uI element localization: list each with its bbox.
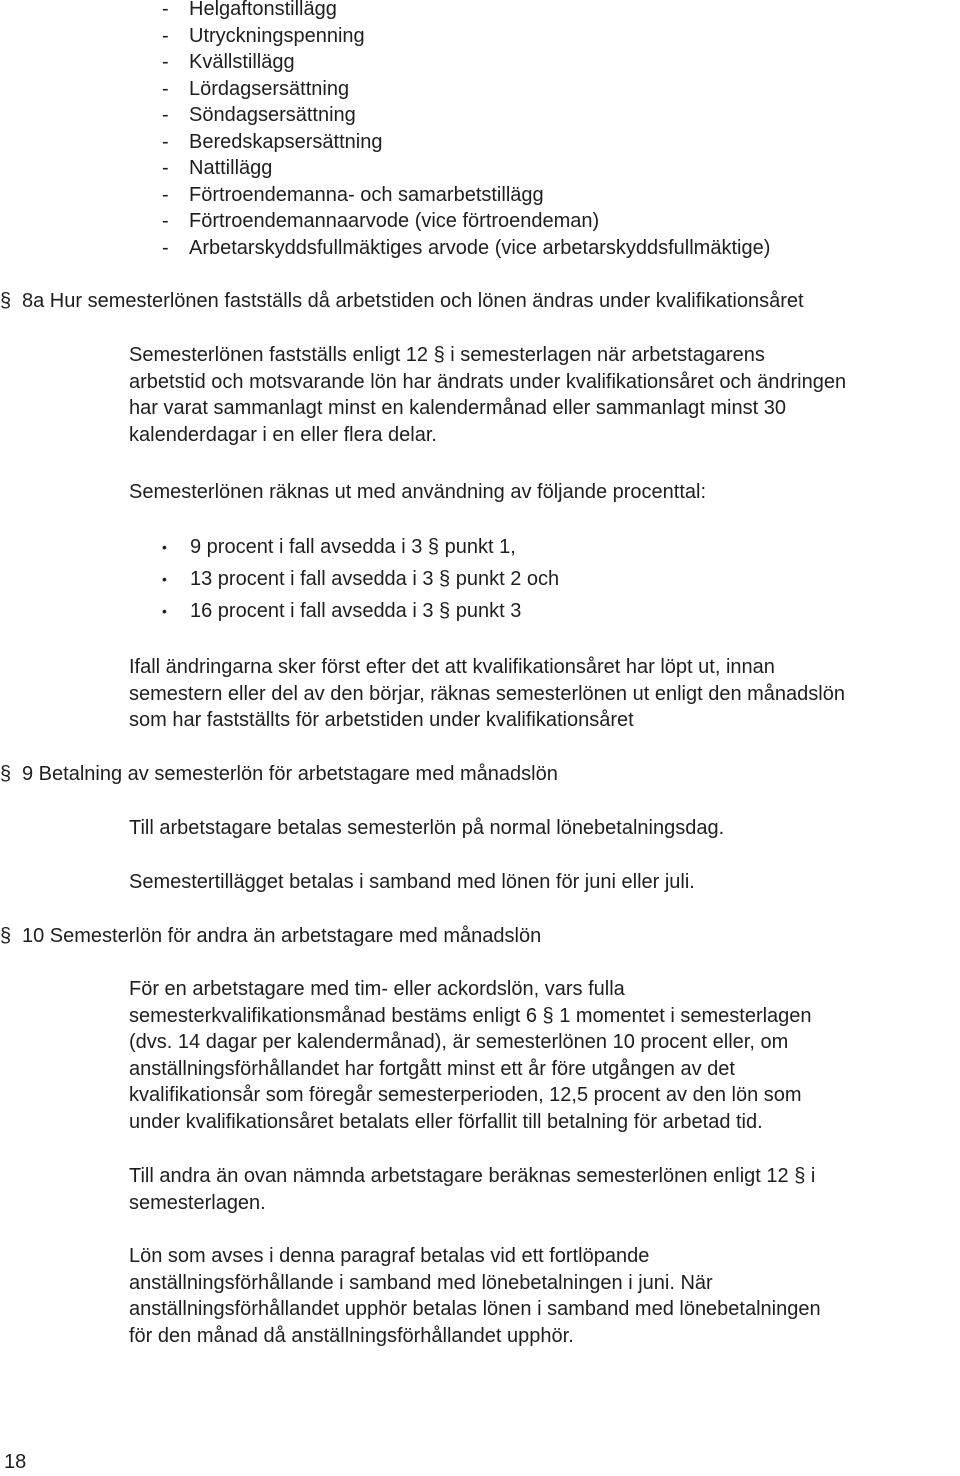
text-line: arbetstid och motsvarande lön har ändrats under kvalifikationsåret och ändringen — [129, 370, 847, 393]
section-sign: § — [0, 763, 12, 785]
list-item — [162, 49, 770, 76]
list-dash: - — [162, 24, 169, 47]
text-line: Till andra än ovan nämnda arbetstagare beräknas semesterlönen enligt 12 § i — [129, 1165, 816, 1187]
list-item — [162, 76, 770, 103]
section-10-paragraph-3 — [129, 1243, 959, 1349]
text-line: semestern eller del av den börjar, räknas semesterlönen ut enligt den månadslön — [129, 682, 845, 705]
list-item — [162, 0, 770, 23]
text-line: anställningsförhållande i samband med lönebetalningen i juni. När — [129, 1271, 713, 1294]
section-9-paragraph-2 — [129, 869, 959, 896]
section-8a-heading — [0, 288, 804, 315]
bullet-icon: • — [162, 571, 167, 587]
list-item — [162, 235, 770, 262]
text-line: kvalifikationsår som föregår semesterperioden, 12,5 procent av den lön som — [129, 1084, 802, 1106]
list-dash: - — [162, 130, 169, 153]
list-item — [162, 155, 770, 182]
text-line: anställningsförhållandet har fortgått minst ett år före utgången av det — [129, 1057, 735, 1080]
section-sign: § — [0, 925, 12, 947]
bullet-icon: • — [162, 539, 167, 555]
text-line: Semestertillägget betalas i samband med lönen för juni eller juli. — [129, 871, 695, 893]
bullet-text: 13 procent i fall avsedda i 3 § punkt 2 och — [190, 568, 560, 590]
text-line: semesterlagen. — [129, 1191, 266, 1214]
section-9-heading — [0, 761, 558, 788]
text-line: som har fastställts för arbetstiden under kvalifikationsåret — [129, 709, 634, 731]
list-dash: - — [162, 183, 169, 206]
list-item-text: Utryckningspenning — [189, 24, 365, 47]
page-number: 18 — [4, 1451, 27, 1473]
list-item-text: Förtroendemannaarvode (vice förtroendeman) — [189, 210, 600, 232]
supplement-list — [162, 0, 770, 261]
text-line: kalenderdagar i en eller flera delar. — [129, 423, 437, 446]
section-10-title: 10 Semesterlön för andra än arbetstagare med månadslön — [22, 925, 542, 947]
list-item-text: Söndagsersättning — [189, 104, 356, 126]
text-line: semesterkvalifikationsmånad bestäms enligt 6 § 1 momentet i semesterlagen — [129, 1004, 812, 1027]
percentage-list — [162, 531, 559, 627]
list-dash: - — [162, 51, 169, 73]
bullet-icon: • — [162, 603, 167, 619]
bullet-text: 16 procent i fall avsedda i 3 § punkt 3 — [190, 600, 522, 622]
text-line: Lön som avses i denna paragraf betalas vid ett fortlöpande — [129, 1245, 650, 1267]
list-item-text: Beredskapsersättning — [189, 130, 383, 153]
list-item — [162, 102, 770, 129]
list-item-text: Arbetarskyddsfullmäktiges arvode (vice arbetarskyddsfullmäktige) — [189, 236, 771, 259]
section-9-paragraph-1 — [129, 815, 959, 842]
text-line: För en arbetstagare med tim- eller ackordslön, vars fulla — [129, 978, 625, 1000]
list-item — [162, 208, 770, 235]
bullet-item — [162, 531, 559, 563]
list-item — [162, 129, 770, 156]
list-dash: - — [162, 157, 169, 179]
text-line: under kvalifikationsåret betalats eller förfallit till betalning för arbetad tid. — [129, 1110, 763, 1133]
text-line: Ifall ändringarna sker först efter det att kvalifikationsåret har löpt ut, innan — [129, 656, 775, 678]
text-line: anställningsförhållandet upphör betalas lönen i samband med lönebetalningen — [129, 1298, 821, 1320]
section-10-paragraph-1 — [129, 976, 959, 1135]
text-line: (dvs. 14 dagar per kalendermånad), är semesterlönen 10 procent eller, om — [129, 1031, 789, 1053]
section-sign: § — [0, 290, 12, 312]
list-item-text: Nattillägg — [189, 157, 273, 179]
list-item-text: Förtroendemanna- och samarbetstillägg — [189, 183, 544, 206]
list-item-text: Kvällstillägg — [189, 51, 295, 73]
list-dash: - — [162, 77, 169, 100]
list-item — [162, 23, 770, 50]
section-10-heading — [0, 923, 541, 950]
text-line: Semesterlönen fastställs enligt 12 § i semesterlagen när arbetstagarens — [129, 344, 765, 366]
section-8a-paragraph-3 — [129, 654, 959, 734]
text-line: Semesterlönen räknas ut med användning av följande procenttal: — [129, 481, 707, 503]
list-item-text: Lördagsersättning — [189, 77, 350, 100]
list-dash: - — [162, 210, 169, 232]
section-8a-title: 8a Hur semesterlönen fastställs då arbetstiden och lönen ändras under kvalifikationsåret — [22, 290, 804, 312]
section-9-title: 9 Betalning av semesterlön för arbetstagare med månadslön — [22, 763, 558, 785]
section-8a-paragraph-1 — [129, 342, 959, 448]
text-line: Till arbetstagare betalas semesterlön på normal lönebetalningsdag. — [129, 817, 725, 839]
section-8a-paragraph-2 — [129, 479, 959, 506]
section-10-paragraph-2 — [129, 1163, 959, 1216]
list-dash: - — [162, 236, 169, 259]
list-dash: - — [162, 0, 169, 20]
list-dash: - — [162, 104, 169, 126]
bullet-text: 9 procent i fall avsedda i 3 § punkt 1, — [190, 536, 516, 558]
bullet-item — [162, 563, 559, 595]
text-line: har varat sammanlagt minst en kalendermånad eller sammanlagt minst 30 — [129, 397, 786, 419]
list-item-text: Helgaftonstillägg — [189, 0, 337, 20]
text-line: för den månad då anställningsförhållandet upphör. — [129, 1324, 574, 1347]
list-item — [162, 182, 770, 209]
bullet-item — [162, 595, 559, 627]
